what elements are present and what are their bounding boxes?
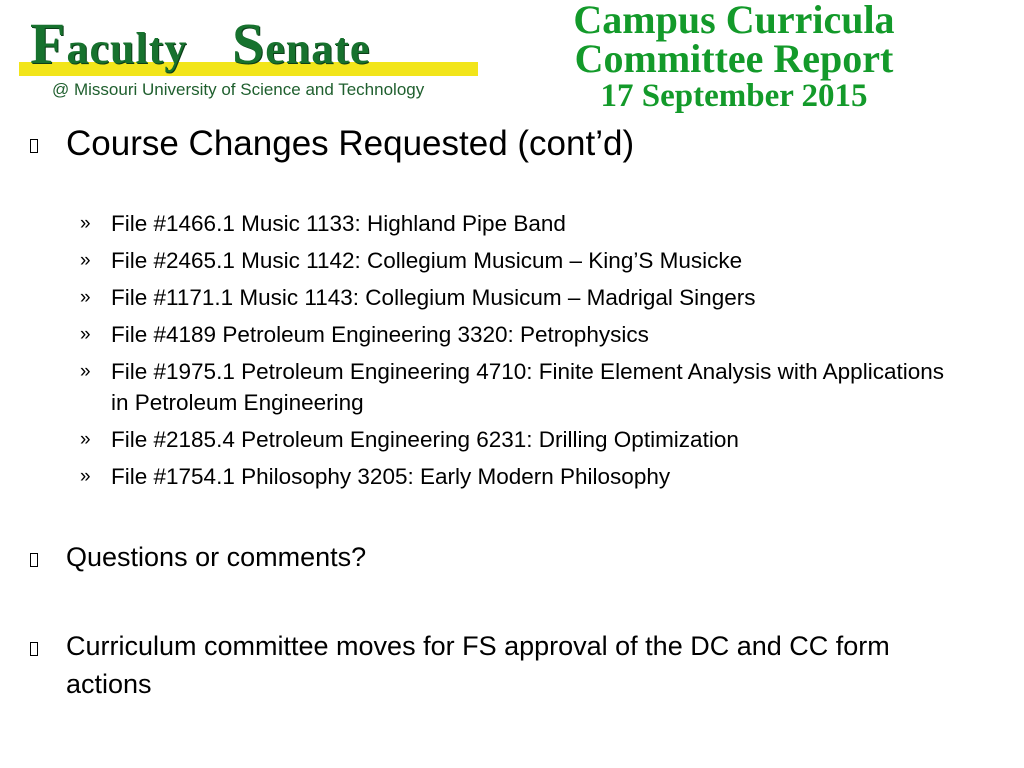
motion-text: Curriculum committee moves for FS approval of the DC and CC form actions: [66, 631, 890, 699]
file-list: [80, 208, 960, 498]
file-entry: File #4189 Petroleum Engineering 3320: Petrophysics: [111, 322, 649, 347]
bullet-icon: [26, 138, 42, 154]
sub-bullet-icon: »: [80, 250, 91, 271]
file-entry: File #1171.1 Music 1143: Collegium Musicum – Madrigal Singers: [111, 285, 756, 310]
list-item: [80, 356, 960, 418]
sub-bullet-icon: »: [80, 429, 91, 450]
logo-word-senate: Senate: [232, 11, 371, 76]
sub-bullet-icon: »: [80, 466, 91, 487]
list-item: [80, 461, 960, 492]
logo-subtitle: @ Missouri University of Science and Technology: [52, 80, 425, 99]
file-entry: File #1975.1 Petroleum Engineering 4710: Finite Element Analysis with Applications in Petroleum Engineering: [111, 359, 944, 415]
bullet-icon: [26, 641, 42, 657]
sub-bullet-icon: »: [80, 213, 91, 234]
sub-bullet-icon: »: [80, 287, 91, 308]
report-title-line-2: Committee Report: [574, 36, 894, 81]
list-item: [80, 208, 960, 239]
list-item: [80, 245, 960, 276]
file-entry: File #1754.1 Philosophy 3205: Early Modern Philosophy: [111, 464, 671, 489]
sub-bullet-icon: »: [80, 324, 91, 345]
questions-text: Questions or comments?: [66, 542, 367, 572]
bullet-icon: [26, 552, 42, 568]
logo-word-faculty: Faculty: [30, 11, 188, 76]
file-entry: File #2185.4 Petroleum Engineering 6231: Drilling Optimization: [111, 427, 739, 452]
file-entry: File #1466.1 Music 1133: Highland Pipe Band: [111, 211, 566, 236]
section-heading: Course Changes Requested (cont’d): [66, 124, 635, 163]
report-date: 17 September 2015: [600, 78, 868, 114]
file-entry: File #2465.1 Music 1142: Collegium Musicum – King’S Musicke: [111, 248, 743, 273]
report-title-line-1: Campus Curricula: [573, 0, 895, 42]
list-item: [80, 424, 960, 455]
list-item: [80, 282, 960, 313]
sub-bullet-icon: »: [80, 361, 91, 382]
list-item: [80, 319, 960, 350]
